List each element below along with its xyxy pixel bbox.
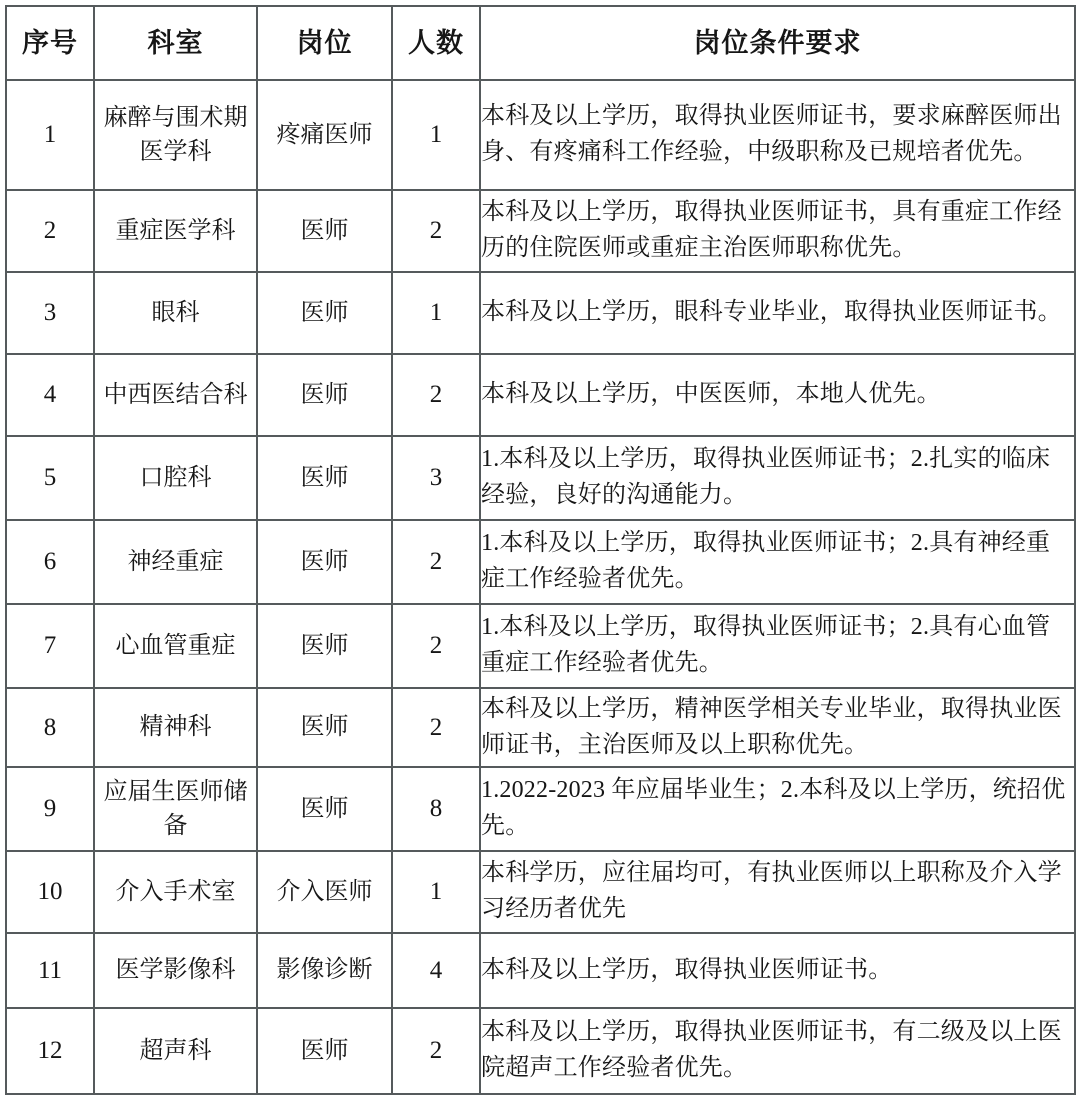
cell-requirements: 1.本科及以上学历，取得执业医师证书；2.扎实的临床经验，良好的沟通能力。 xyxy=(480,436,1075,520)
cell-post: 介入医师 xyxy=(257,851,392,933)
column-header-count: 人数 xyxy=(392,6,480,80)
table-row xyxy=(6,190,1075,272)
cell-requirements: 本科及以上学历，中医医师，本地人优先。 xyxy=(480,354,1075,436)
column-header-dept: 科室 xyxy=(94,6,257,80)
cell-count: 2 xyxy=(392,520,480,604)
cell-seq: 12 xyxy=(6,1008,94,1094)
cell-dept: 口腔科 xyxy=(94,436,257,520)
cell-count: 8 xyxy=(392,767,480,851)
cell-post: 医师 xyxy=(257,436,392,520)
cell-requirements: 本科及以上学历，取得执业医师证书，有二级及以上医院超声工作经验者优先。 xyxy=(480,1008,1075,1094)
cell-count: 2 xyxy=(392,688,480,767)
cell-post: 影像诊断 xyxy=(257,933,392,1008)
cell-dept: 超声科 xyxy=(94,1008,257,1094)
table-row xyxy=(6,604,1075,688)
cell-dept: 医学影像科 xyxy=(94,933,257,1008)
cell-dept: 介入手术室 xyxy=(94,851,257,933)
cell-dept: 重症医学科 xyxy=(94,190,257,272)
cell-count: 1 xyxy=(392,851,480,933)
cell-post: 疼痛医师 xyxy=(257,80,392,190)
column-header-requirements: 岗位条件要求 xyxy=(480,6,1075,80)
cell-count: 1 xyxy=(392,80,480,190)
table-row xyxy=(6,520,1075,604)
cell-count: 2 xyxy=(392,1008,480,1094)
cell-requirements: 本科及以上学历，精神医学相关专业毕业，取得执业医师证书，主治医师及以上职称优先。 xyxy=(480,688,1075,767)
table-row xyxy=(6,354,1075,436)
column-header-post: 岗位 xyxy=(257,6,392,80)
table-row xyxy=(6,933,1075,1008)
cell-seq: 6 xyxy=(6,520,94,604)
cell-dept: 应届生医师储备 xyxy=(94,767,257,851)
cell-post: 医师 xyxy=(257,767,392,851)
cell-post: 医师 xyxy=(257,354,392,436)
cell-seq: 2 xyxy=(6,190,94,272)
cell-count: 3 xyxy=(392,436,480,520)
recruitment-positions-table xyxy=(5,5,1076,1095)
cell-dept: 麻醉与围术期医学科 xyxy=(94,80,257,190)
cell-count: 2 xyxy=(392,354,480,436)
table-row xyxy=(6,767,1075,851)
cell-seq: 8 xyxy=(6,688,94,767)
cell-requirements: 本科及以上学历，取得执业医师证书，要求麻醉医师出身、有疼痛科工作经验，中级职称及已规培者优先。 xyxy=(480,80,1075,190)
cell-dept: 心血管重症 xyxy=(94,604,257,688)
cell-count: 1 xyxy=(392,272,480,354)
cell-dept: 精神科 xyxy=(94,688,257,767)
table-row xyxy=(6,272,1075,354)
cell-requirements: 1.本科及以上学历，取得执业医师证书；2.具有心血管重症工作经验者优先。 xyxy=(480,604,1075,688)
cell-seq: 3 xyxy=(6,272,94,354)
cell-post: 医师 xyxy=(257,688,392,767)
cell-seq: 5 xyxy=(6,436,94,520)
cell-requirements: 本科及以上学历，眼科专业毕业，取得执业医师证书。 xyxy=(480,272,1075,354)
cell-dept: 神经重症 xyxy=(94,520,257,604)
table-row xyxy=(6,436,1075,520)
cell-post: 医师 xyxy=(257,604,392,688)
cell-count: 2 xyxy=(392,604,480,688)
cell-seq: 1 xyxy=(6,80,94,190)
cell-seq: 7 xyxy=(6,604,94,688)
table-header xyxy=(6,6,1075,80)
cell-count: 2 xyxy=(392,190,480,272)
cell-post: 医师 xyxy=(257,272,392,354)
cell-requirements: 1.2022-2023 年应届毕业生；2.本科及以上学历，统招优先。 xyxy=(480,767,1075,851)
column-header-seq: 序号 xyxy=(6,6,94,80)
cell-requirements: 本科及以上学历，取得执业医师证书。 xyxy=(480,933,1075,1008)
cell-count: 4 xyxy=(392,933,480,1008)
table-body xyxy=(6,80,1075,1094)
cell-seq: 9 xyxy=(6,767,94,851)
cell-post: 医师 xyxy=(257,1008,392,1094)
cell-post: 医师 xyxy=(257,520,392,604)
table-row xyxy=(6,1008,1075,1094)
cell-seq: 10 xyxy=(6,851,94,933)
table-header-row xyxy=(6,6,1075,80)
cell-seq: 4 xyxy=(6,354,94,436)
cell-requirements: 本科学历，应往届均可，有执业医师以上职称及介入学习经历者优先 xyxy=(480,851,1075,933)
cell-requirements: 本科及以上学历，取得执业医师证书，具有重症工作经历的住院医师或重症主治医师职称优先。 xyxy=(480,190,1075,272)
cell-post: 医师 xyxy=(257,190,392,272)
table-row xyxy=(6,80,1075,190)
table-row xyxy=(6,688,1075,767)
cell-requirements: 1.本科及以上学历，取得执业医师证书；2.具有神经重症工作经验者优先。 xyxy=(480,520,1075,604)
cell-seq: 11 xyxy=(6,933,94,1008)
cell-dept: 中西医结合科 xyxy=(94,354,257,436)
cell-dept: 眼科 xyxy=(94,272,257,354)
table-row xyxy=(6,851,1075,933)
